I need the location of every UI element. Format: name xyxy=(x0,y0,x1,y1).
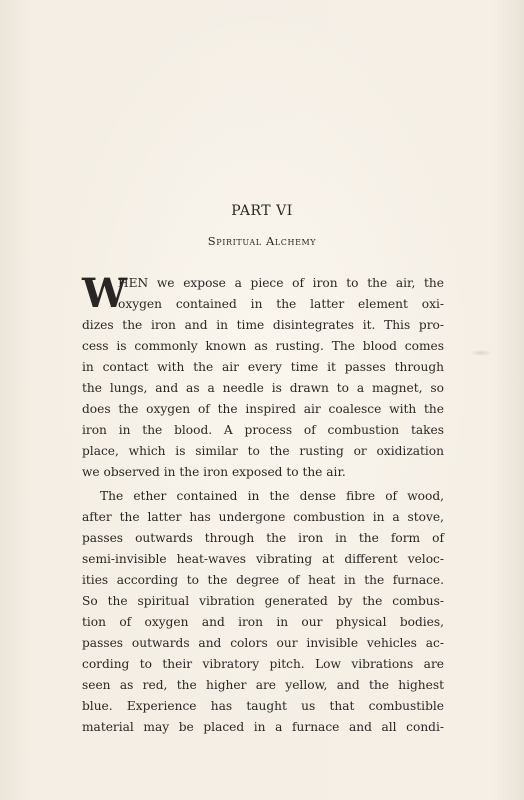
text-line: The ether contained in the dense fibre of wood, xyxy=(100,489,444,503)
text-line: So the spiritual vibration generated by the combus- xyxy=(82,594,444,608)
text-line: blue. Experience has taught us that combustible xyxy=(82,699,444,713)
text-line: place, which is similar to the rusting or oxidization xyxy=(82,444,444,458)
text-line: cess is commonly known as rusting. The blood comes xyxy=(82,339,444,353)
text-line: in contact with the air every time it passes through xyxy=(82,360,444,374)
part-title: PART VI xyxy=(231,203,293,219)
text-line: seen as red, the higher are yellow, and the highest xyxy=(82,678,444,692)
text-line: ities according to the degree of heat in the furnace. xyxy=(82,573,444,587)
text-line: iron in the blood. A process of combustion takes xyxy=(82,423,444,437)
text-line: material may be placed in a furnace and all condi- xyxy=(82,720,444,734)
text-line: does the oxygen of the inspired air coalesce with the xyxy=(82,402,444,416)
text-line: cording to their vibratory pitch. Low vibrations are xyxy=(82,657,444,671)
text-line: we observed in the iron exposed to the air. xyxy=(82,465,346,479)
text-line: HEN we expose a piece of iron to the air, the xyxy=(118,276,444,290)
text-line: passes outwards and colors our invisible vehicles ac- xyxy=(82,636,444,650)
text-line: oxygen contained in the latter element oxi- xyxy=(118,297,444,311)
text-line: dizes the iron and in time disintegrates it. This pro- xyxy=(82,318,444,332)
paper-speck xyxy=(470,350,492,356)
text-line: semi-invisible heat-waves vibrating at different veloc- xyxy=(82,552,444,566)
text-line: the lungs, and as a needle is drawn to a magnet, so xyxy=(82,381,444,395)
section-title: Spiritual Alchemy xyxy=(207,234,317,248)
text-line: passes outwards through the iron in the form of xyxy=(82,531,444,545)
text-line: tion of oxygen and iron in our physical bodies, xyxy=(82,615,444,629)
text-line: after the latter has undergone combustion in a stove, xyxy=(82,510,444,524)
drop-cap: W xyxy=(82,270,127,317)
